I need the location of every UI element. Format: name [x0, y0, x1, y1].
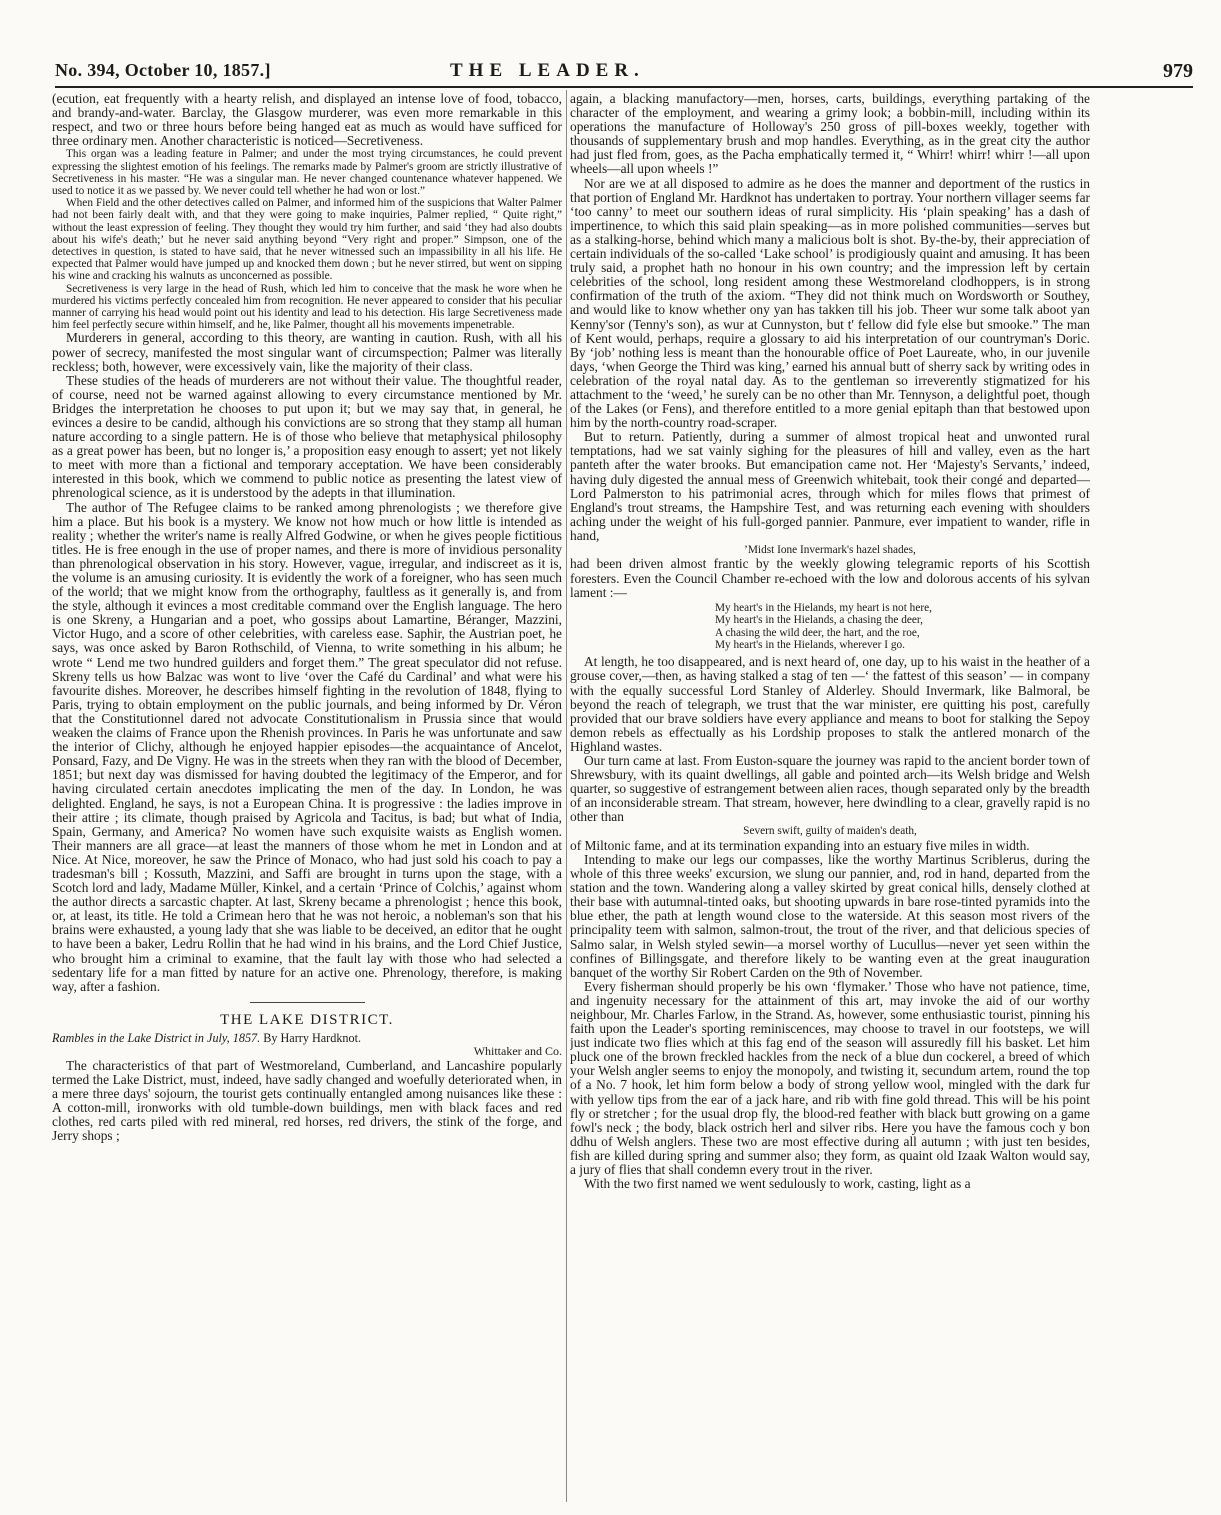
paragraph: The characteristics of that part of Westmoreland, Cumberland, and Lancashire popularly termed the Lake District, must, indeed, have sadly changed and woefully deteriorated when, in a mere three days' sojourn, the tourist gets continually entangled among nuisances like these : A cotton-mill, ironworks with old tumble-down buildings, men with black faces and red clothes, red carts piled with red mineral, red horses, red drivers, the stink of the forge, and Jerry shops ;: [52, 1057, 562, 1144]
verse-line: ’Midst Ione Invermark's hazel shades,: [744, 544, 916, 556]
verse-line: A chasing the wild deer, the hart, and the roe,: [715, 626, 920, 639]
paragraph: Nor are we at all disposed to admire as he does the manner and deportment of the rustics in that portion of England Mr. Hardknot has undertaken to portray. Your northern villager seems far ‘too canny’ to meet our southern ideas of rural simplicity. His ‘plain speaking’ has a dash of impertinence, to which this said plain speaking—as in more polished communities—serves but as a stalking-horse, behind which many a malicious bolt is shot. By-the-by, their appreciation of certain individuals of the so-called ‘Lake school’ is prodigiously quaint and amusing. It has been truly said, a prophet hath no honour in his own country; and the impression left by certain celebrities of the school, long resident among these Westmoreland clodhoppers, is in strong confirmation of the truth of the axiom. “They did not think much on Wordsworth or Southey, and would like to know whether ony yan has takken till his job. Theer wur some talk aboot yan Kenny'sor (Tenny's son), as wur at Cunnyston, but t' fellow did fyle else but smooke.” The man of Kent would, perhaps, require a glossary to aid his interpretation of our countryman's Doric. By ‘job’ nothing less is meant than the honourable office of Poet Laureate, who, in our juvenile days, ‘when George the Third was king,’ earned his annual butt of sherry sack by writing odes in celebration of the royal natal day. As to the gentleman so irreverently stigmatized for his attachment to the ‘weed,’ he surely can be no other than Mr. Tennyson, a delightful poet, though of the Lakes (or Fens), and therefore entitled to a more genial epitaph than that bestowed upon him by the north-country road-scraper.: [570, 175, 1090, 431]
paragraph: of Miltonic fame, and at its termination expanding into an estuary five miles in width.: [570, 837, 1030, 853]
column-divider: [566, 90, 567, 1502]
newspaper-title: THE LEADER.: [450, 60, 645, 81]
paragraph: The author of The Refugee claims to be ranked among phrenologists ; we therefore give him a place. But his book is a mystery. We know not how much or how little is intended as reality ; whether the writer's name is really Alfred Godwine, or when he gives people fictitious titles. He is free enough in the use of proper names, and there is more of invidious personality than phrenological observation in his story. However, vague, irregular, and indiscreet as it is, the volume is an amusing curiosity. It is evidently the work of a foreigner, who has seen much of the world; that we might know from the orthography, faultless as it generally is, and from the style, although it evinces a most creditable command over the English language. The hero is one Skreny, a Hungarian and a poet, who gossips about Lamartine, Béranger, Mazzini, Victor Hugo, and a score of other celebrities, with careless ease. Saphir, the Austrian poet, he says, was once asked by Baron Rothschild, of Vienna, to write something in his album; he wrote “ Lend me two hundred guilders and forget them.” The great speculator did not refuse. Skreny tells us how Balzac was wont to live ‘over the Café du Cardinal’ and what were his favourite dishes. Moreover, he describes himself fighting in the revolution of 1848, flying to Paris, trying to obtain employment on the public journals, and being informed by Dr. Véron that the Constitutionnel dared not advocate Constitutionalism in Prussia since that would weaken the claims of France upon the Rhenish provinces. In Paris he was unfortunate and saw the interior of Clichy, although he enjoyed happier episodes—the acquaintance of Ancelot, Ponsard, Fazy, and De Vigny. He was in the streets when they ran with the blood of December, 1851; but next day was dismissed for having doubted the legitimacy of the Emperor, and for having circulated certain anecdotes implicating the men of the day. In London, he was delighted. England, he says, is not a European China. It is progressive : the ladies improve in their attire ; its climate, though praised by Agricola and Tacitus, is bad; but what of India, Spain, Germany, and America? No women have such exquisite waists as English women. Their manners are all grace—at least the manners of those whom he met in London and at Nice. At Nice, moreover, he saw the Prince of Monaco, who had just sold his coach to pay a tradesman's bill ; Kossuth, Mazzini, and Saffi are brought in turns upon the stage, with a Scotch lord and lady, Madame Müller, Kinkel, and a certain ‘Prince of Colchis,’ against whom the author directs a sarcastic chapter. At last, Skreny became a phrenologist ; hence this book, or, at least, its title. He told a Crimean hero that he was not heroic, a nobleman's son that his brains were exhausted, a young lady that she was liable to be deceived, an editor that he ought to have been a baker, Ledru Rollin that he had wind in his brains, and the Lord Chief Justice, who brought him a criminal to examine, that the fault lay with those who had selected a sedentary life for a man fitted by nature for an active one. Phrenology, therefore, is making way, after a fashion.: [52, 499, 562, 994]
review-subtitle: [52, 1032, 562, 1045]
quoted-extract: When Field and the other detectives called on Palmer, and informed him of the suspicions that Walter Palmer had not been fairly dealt with, and that they were going to make inquiries, Palmer replied, “ Quite right,” without the least expression of feeling. They thought they would try him further, and said ‘they had also doubts about his wife's death;’ but he never said anything beyond “Very right and proper.” Simpson, one of the detectives in question, is stated to have said, that he never witnessed such an impassibility in all his life. He expected that Palmer would have jumped up and knocked them down ; but he never stirred, but went on sipping his wine and cracking his walnuts as unconcerned as possible.: [52, 197, 562, 283]
section-title: THE LAKE DISTRICT.: [220, 1011, 394, 1028]
paragraph: At length, he too disappeared, and is next heard of, one day, up to his waist in the heather of a grouse cover,—then, as having stalked a stag of ten —‘ the fattest of this season’ — in company with the equally successful Lord Stanley of Alderley. Should Invermark, like Balmoral, be beyond the reach of telegraph, we trust that the war minister, ere quitting his post, carefully provided that our brave soldiers have every appliance and means to boot for stalking the Sepoy demon rebels as effectually as his Lordship proposes to stalk the antlered monarch of the Highland wastes.: [570, 654, 1090, 754]
paragraph: With the two first named we went sedulously to work, casting, light as a: [584, 1176, 971, 1192]
issue-date: No. 394, October 10, 1857.]: [55, 60, 271, 80]
publisher: Whittaker and Co.: [473, 1043, 562, 1058]
verse-line: My heart's in the Hielands, my heart is not here,: [715, 601, 932, 614]
page-number: 979: [1163, 60, 1193, 82]
quoted-extract: Secretiveness is very large in the head of Rush, which led him to conceive that the mask he wore when he murdered his victims perfectly concealed him from recognition. He never appeared to consider that his peculiar manner of carrying his head would point out his identity and lead to his detection. His large Secretiveness made him feel perfectly secure within himself, and he, like Palmer, thought all his movements impenetrable.: [52, 282, 562, 332]
verse-line: My heart's in the Hielands, a chasing the deer,: [715, 614, 923, 627]
left-column: [52, 92, 562, 1504]
masthead: [55, 56, 1193, 86]
paragraph: again, a blacking manufactory—men, horses, carts, buildings, everything partaking of the character of the employment, and wearing a grimy look; a bobbin-mill, including within its operations the manufacture of Holloway's 250 gross of pill-boxes weekly, together with thousands of supplementary brush and mop handles. Everything, as in the great city the author had just fled from, goes, as the Pacha emphatically termed it, “ Whirr! whirr! whirr !—all upon wheels—all upon wheels !”: [570, 92, 1090, 177]
book-author: By Harry Hardknot.: [263, 1030, 362, 1045]
book-title: Rambles in the Lake District in July, 1857.: [52, 1030, 261, 1045]
paragraph: had been driven almost frantic by the weekly glowing telegramic reports of his Scottish foresters. Even the Council Chamber re-echoed with the low and dolorous accents of his sylvan lament :—: [570, 556, 1090, 600]
paragraph: Our turn came at last. From Euston-square the journey was rapid to the ancient border town of Shrewsbury, with its quaint dwellings, all gable and pointed arch—its Welsh bridge and Welsh quarter, so suggestive of estrangement between alien races, though separated only by the breadth of an inconsiderable stream. That stream, however, here dwindling to a clear, gravelly rapid is no other than: [570, 752, 1090, 825]
paragraph: (ecution, eat frequently with a hearty relish, and displayed an intense love of food, tobacco, and brandy-and-water. Barclay, the Glasgow murderer, was even more remarkable in this respect, and two or three hours before being hanged eat as much as would have sufficed for three ordinary men. Another characteristic is noticed—Secretiveness.: [52, 92, 562, 149]
quoted-extract: This organ was a leading feature in Palmer; and under the most trying circumstances, he could prevent expressing the slightest emotion of his feelings. The remarks made by Palmer's groom are strictly illustrative of Secretiveness in his master. “He was a singular man. He never changed countenance whatever happened. We used to notice it as we passed by. We never could tell whether he had won or lost.”: [52, 148, 562, 197]
verse-stanza: [715, 602, 1090, 652]
paragraph: But to return. Patiently, during a summer of almost tropical heat and unwonted rural temptations, had we sat vainly sighing for the pleasures of hill and valley, even as the hart panteth after the water brooks. But emancipation came not. Her ‘Majesty's Servants,’ indeed, having duly digested the annual mess of Greenwich whitebait, took their congé and departed—Lord Palmerston to his patrimonial acres, through which for miles flows that primest of England's trout streams, the Hampshire Test, and was returning each evening with shoulders aching under the weight of his full-gorged pannier. Panmure, ever impatient to wander, rifle in hand,: [570, 429, 1090, 543]
paragraph: Murderers in general, according to this theory, are wanting in caution. Rush, with all his power of secrecy, manifested the most singular want of circumspection; Palmer was literally reckless; both, however, were excessively vain, like the majority of their class.: [52, 330, 562, 374]
paragraph: Every fisherman should properly be his own ‘flymaker.’ Those who have not patience, time, and ingenuity necessary for the attainment of this art, may invoke the aid of our worthy neighbour, Mr. Charles Farlow, in the Strand. As, however, some enthusiastic tourist, pinning his faith upon the Leader's sporting reminiscences, may choose to travel in our footsteps, we will just indicate two flies which at this fag end of the season will assuredly fill his basket. Let him pluck one of the brown freckled hackles from the neck of a blue dun cockerel, a breed of which your Welsh angler seems to enjoy the monopoly, and twisting it, secundum artem, round the top of a No. 7 hook, let him form below a body of strong yellow wool, mingled with the dark fur with yellow tips from the ear of a jack hare, and rib with fine gold thread. This will be his point fly or stretcher ; for the usual drop fly, the blood-red feather with black butt growing on a game fowl's neck ; the body, black ostrich herl and silver ribs. Here you have the famous coch y bon ddhu of Welsh anglers. These two are most effective during all autumn ; with just ten besides, fish are killed during spring and summer also; they form, as quaint old Izaak Walton would say, a jury of flies that shall condemn every trout in the river.: [570, 978, 1090, 1177]
verse-line: Severn swift, guilty of maiden's death,: [743, 825, 917, 838]
paragraph: These studies of the heads of murderers are not without their value. The thoughtful reader, of course, need not be warned against allowing to every circumstance mentioned by Mr. Bridges the interpretation he chooses to put upon it; but we may say that, in general, he evinces a desire to be candid, although his convictions are so strong that they stamp all human nature according to a single pattern. He is of those who believe that metaphysical philosophy as a great power has been, but no longer is,’ a proposition easy enough to assert; yet not likely to meet with more than a fictional and temporary acceptation. We have been considerably interested in this book, which we commend to public notice as presenting the latest view of phrenological science, as it is understood by the adepts in that illumination.: [52, 372, 562, 501]
paragraph: Intending to make our legs our compasses, like the worthy Martinus Scriblerus, during the whole of this three weeks' excursion, we slung our pannier, and, rod in hand, departed from the station and the town. Wandering along a valley skirted by great conical hills, densely clothed at their base with autumnal-tinted oaks, but shooting upwards in bare rose-tinted pyramids into the blue ether, the path at length wound close to the waterside. At this season most rivers of the principality teem with salmon, salmon-trout, the trout of the river, and that delicious species of Salmo salar, in Welsh styled sewin—a morsel worthy of Lucullus—never yet seen within the confines of Billingsgate, and therefore likely to be wanting even at the great inauguration banquet of the worthy Sir Robert Carden on the 9th of November.: [570, 851, 1090, 980]
verse-line: My heart's in the Hielands, wherever I go.: [715, 638, 905, 651]
section-separator: [250, 1002, 365, 1003]
right-column: [570, 92, 1090, 1504]
header-rule: [55, 86, 1193, 88]
